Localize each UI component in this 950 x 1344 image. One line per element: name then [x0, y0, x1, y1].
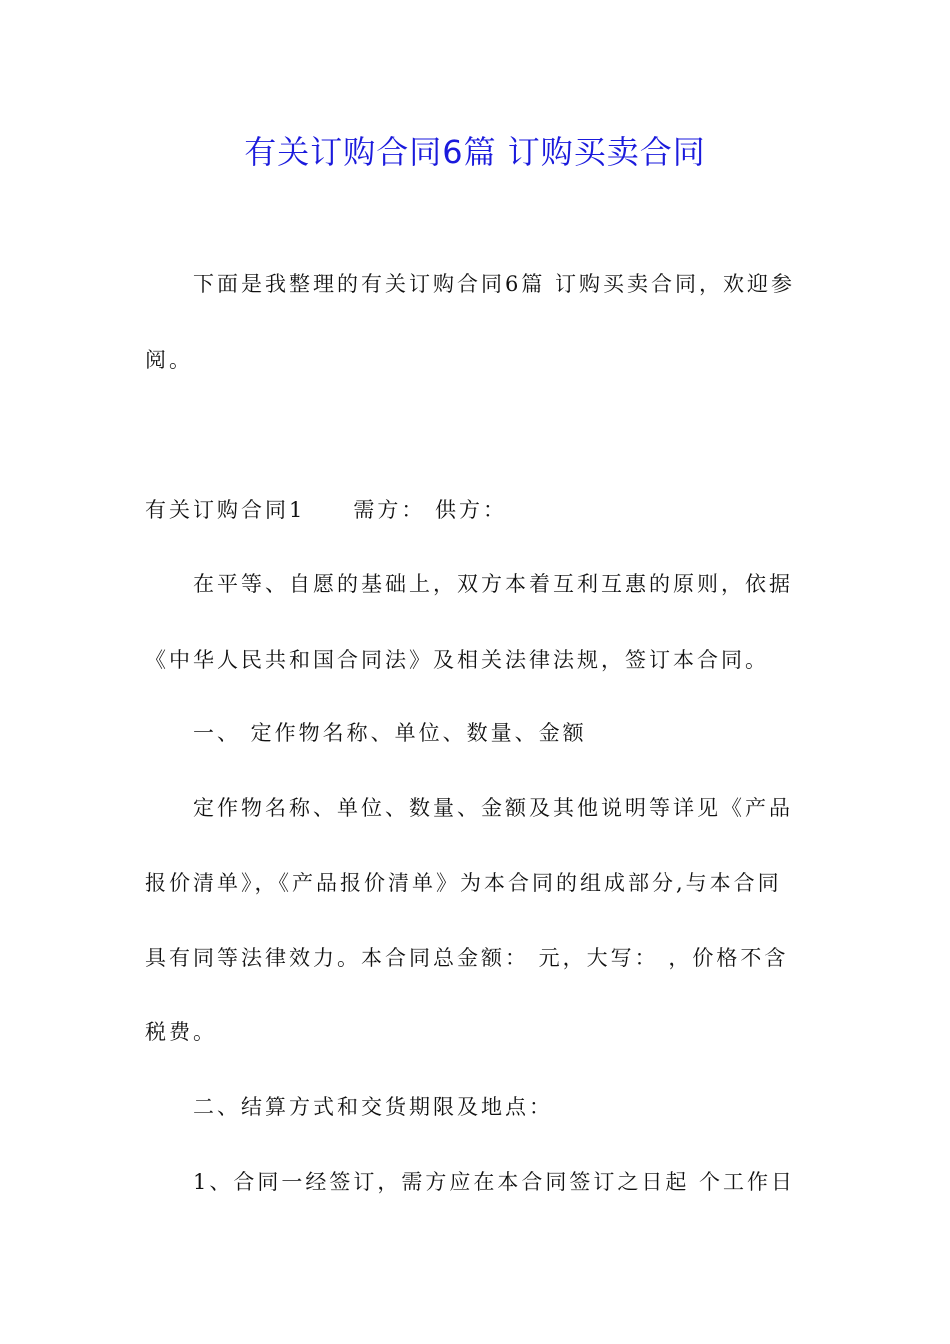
paragraph-line: 1、合同一经签订，需方应在本合同签订之日起 个工作日: [193, 1170, 796, 1194]
section-heading-2: 二、结算方式和交货期限及地点：: [193, 1095, 553, 1119]
paragraph-line: 报价清单》，《产品报价清单》为本合同的组成部分,与本合同: [145, 871, 782, 895]
paragraph-line: 《中华人民共和国合同法》及相关法律法规，签订本合同。: [145, 648, 769, 672]
intro-line-1: 下面是我整理的有关订购合同6篇 订购买卖合同，欢迎参: [193, 272, 796, 296]
document-title: 有关订购合同6篇 订购买卖合同: [244, 133, 706, 171]
paragraph-line: 具有同等法律效力。本合同总金额： 元，大写： ，价格不含: [145, 946, 789, 970]
intro-line-2: 阅。: [145, 348, 193, 372]
contract-header-line: 有关订购合同1 需方： 供方：: [145, 498, 508, 522]
section-heading-1: 一、 定作物名称、单位、数量、金额: [193, 721, 587, 745]
paragraph-line: 在平等、自愿的基础上，双方本着互利互惠的原则，依据: [193, 572, 793, 596]
paragraph-line: 税费。: [145, 1020, 217, 1044]
paragraph-line: 定作物名称、单位、数量、金额及其他说明等详见《产品: [193, 796, 793, 820]
